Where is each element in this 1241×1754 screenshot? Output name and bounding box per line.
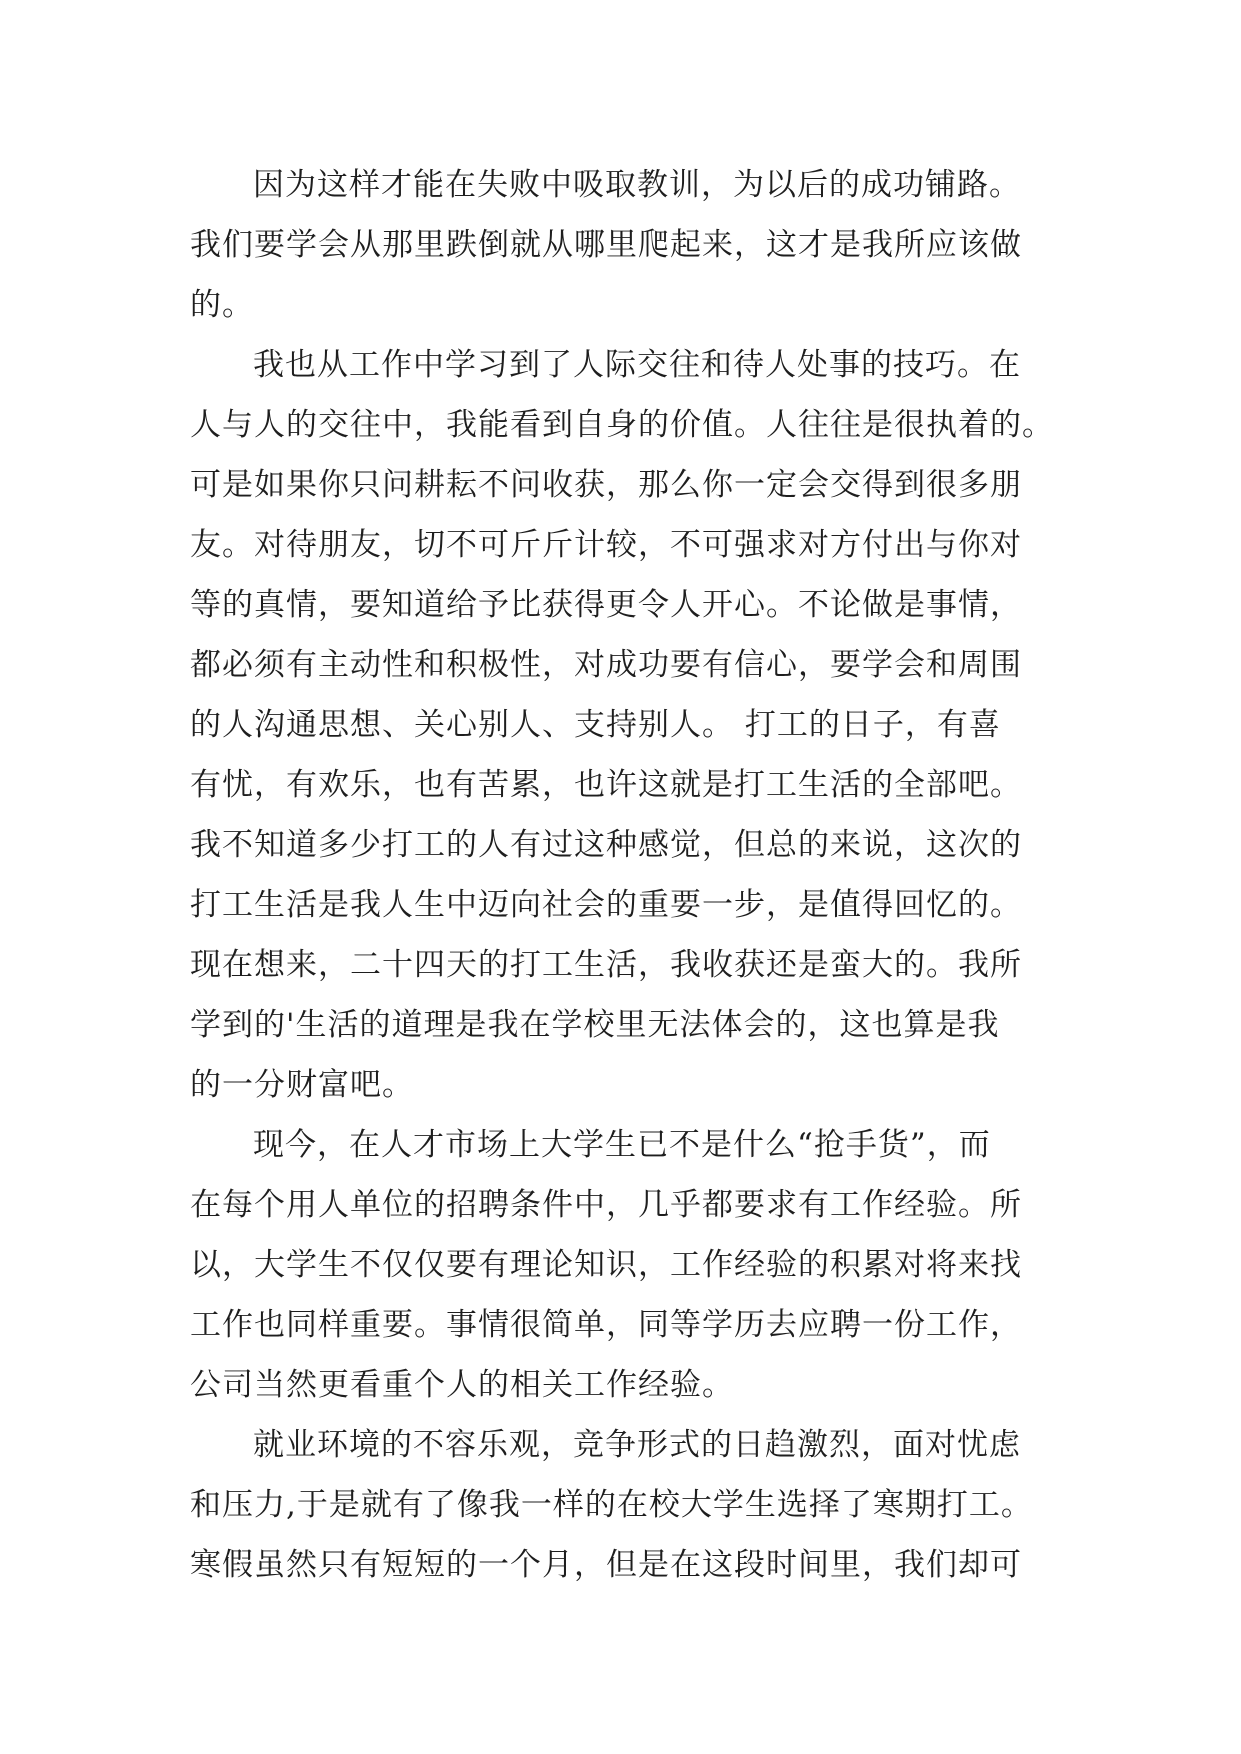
text-line: 在每个用人单位的招聘条件中，几乎都要求有工作经验。所: [190, 1187, 1022, 1223]
text-line: 公司当然更看重个人的相关工作经验。: [190, 1367, 734, 1403]
text-line: 的。: [190, 287, 254, 323]
text-line: 现在想来，二十四天的打工生活，我收获还是蛮大的。我所: [190, 947, 1022, 983]
text-line: 学到的'生活的道理是我在学校里无法体会的，这也算是我: [190, 1007, 1000, 1043]
text-line: 等的真情，要知道给予比获得更令人开心。不论做是事情，: [190, 587, 1022, 623]
text-line: 打工生活是我人生中迈向社会的重要一步，是值得回忆的。: [190, 887, 1022, 923]
text-line: 现今，在人才市场上大学生已不是什么“抢手货”，而: [253, 1127, 991, 1163]
text-line: 有忧，有欢乐，也有苦累，也许这就是打工生活的全部吧。: [190, 767, 1022, 803]
text-line: 都必须有主动性和积极性，对成功要有信心，要学会和周围: [190, 647, 1022, 683]
text-line: 我们要学会从那里跌倒就从哪里爬起来，这才是我所应该做: [190, 227, 1022, 263]
text-line: 人与人的交往中，我能看到自身的价值。人往往是很执着的。: [190, 407, 1054, 443]
text-line: 友。对待朋友，切不可斤斤计较，不可强求对方付出与你对: [190, 527, 1022, 563]
text-line: 的人沟通思想、关心别人、支持别人。 打工的日子，有喜: [190, 707, 1001, 743]
text-line: 工作也同样重要。事情很简单，同等学历去应聘一份工作，: [190, 1307, 1022, 1343]
text-line: 寒假虽然只有短短的一个月，但是在这段时间里，我们却可: [190, 1547, 1022, 1583]
text-line: 我不知道多少打工的人有过这种感觉，但总的来说，这次的: [190, 827, 1022, 863]
text-line: 可是如果你只问耕耘不问收获，那么你一定会交得到很多朋: [190, 467, 1022, 503]
text-line: 就业环境的不容乐观，竞争形式的日趋激烈，面对忧虑: [253, 1427, 1021, 1463]
text-line: 因为这样才能在失败中吸取教训，为以后的成功铺路。: [253, 167, 1021, 203]
text-line: 的一分财富吧。: [190, 1067, 414, 1103]
text-line: 我也从工作中学习到了人际交往和待人处事的技巧。在: [253, 347, 1021, 383]
text-line: 和压力,于是就有了像我一样的在校大学生选择了寒期打工。: [190, 1487, 1033, 1523]
text-line: 以，大学生不仅仅要有理论知识，工作经验的积累对将来找: [190, 1247, 1022, 1283]
